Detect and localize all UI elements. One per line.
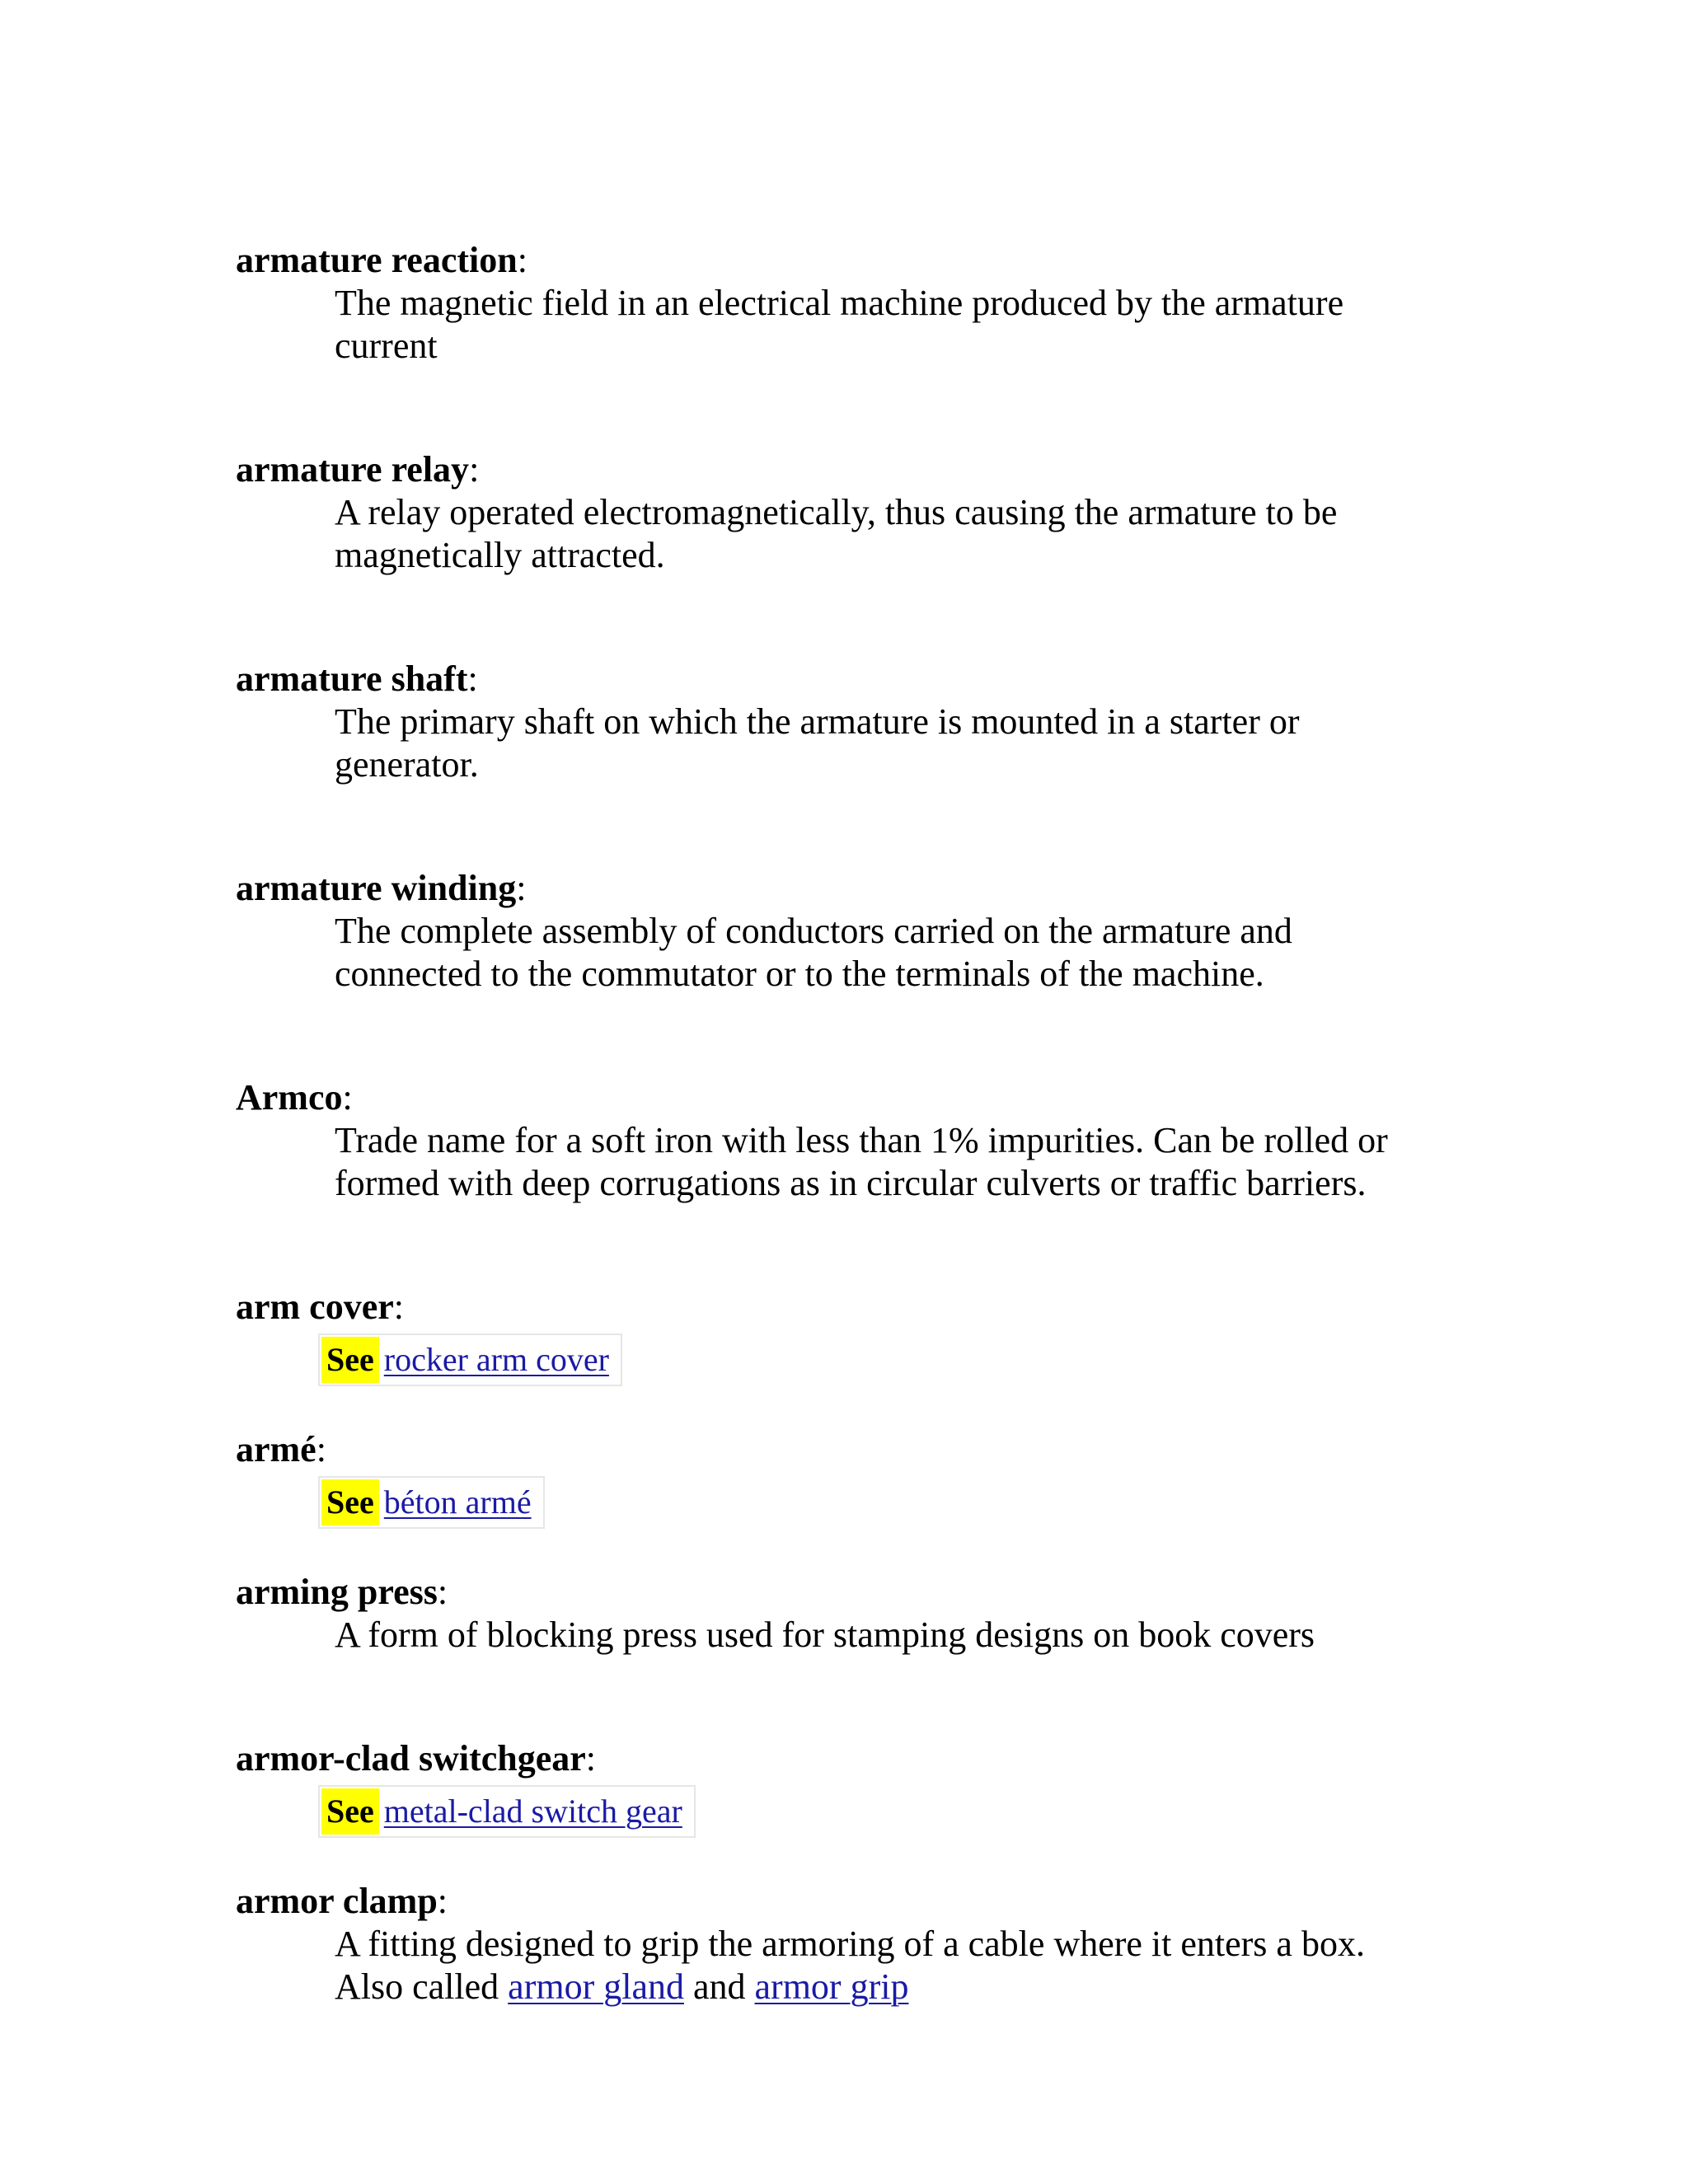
armor-gland-link[interactable]: armor gland [508,1966,684,2007]
term-colon: : [393,1286,405,1327]
glossary-entry [236,1428,1472,1529]
definition-line: connected to the commutator or to the terminals of the machine. [335,954,1264,994]
term-colon: : [585,1738,597,1779]
glossary-entry [236,239,1472,368]
armor-grip-link[interactable]: armor grip [754,1966,909,2007]
definition-line: Trade name for a soft iron with less than 1% impurities. Can be rolled or [335,1120,1388,1160]
glossary-entry [236,1571,1472,1657]
term-text: arm cover [236,1286,394,1327]
term-text: arming press [236,1572,438,1612]
definition-line: The complete assembly of conductors carried on the armature and [335,911,1292,951]
definition-line: The primary shaft on which the armature is mounted in a starter or [335,701,1300,742]
definition-line: magnetically attracted. [335,535,665,575]
entry-definition [335,1119,1439,1205]
conjunction-text: and [683,1966,755,2007]
entry-definition [335,1614,1439,1657]
glossary-entry [236,1286,1472,1386]
entry-definition [335,701,1439,786]
term-text: Armco [236,1077,343,1118]
entry-term [236,1286,1472,1329]
entry-term [236,1076,1472,1119]
term-text: armé [236,1429,316,1469]
definition-line: generator. [335,744,479,785]
see-reference [318,1785,696,1838]
see-label: See [321,1479,379,1526]
term-colon: : [467,658,478,699]
definition-line: The magnetic field in an electrical machine produced by the armature [335,283,1344,323]
term-colon: : [516,868,527,908]
entry-term [236,239,1472,282]
definition-line: formed with deep corrugations as in circular culverts or traffic barriers. [335,1163,1367,1203]
glossary-entry [236,658,1472,786]
glossary-entry [236,1076,1472,1205]
entry-definition [335,910,1439,996]
entry-term [236,1737,1472,1780]
term-text: armature winding [236,868,517,908]
term-text: armature shaft [236,658,468,699]
entry-definition [335,1923,1439,2008]
see-label: See [321,1788,379,1835]
term-colon: : [437,1881,448,1921]
cross-reference-link[interactable]: béton armé [383,1483,532,1521]
cross-reference-link[interactable]: metal-clad switch gear [383,1793,682,1830]
entry-term [236,867,1472,910]
definition-line [335,1966,1439,2008]
term-colon: : [316,1429,326,1469]
see-reference [318,1333,622,1386]
term-text: armature relay [236,449,470,490]
also-called-text: Also called [335,1966,509,2007]
see-label: See [321,1337,379,1383]
entry-term [236,448,1472,491]
definition-line: A fitting designed to grip the armoring of a cable where it enters a box. [335,1924,1365,1964]
entry-term [236,1880,1472,1923]
see-reference [318,1476,545,1529]
term-text: armature reaction [236,240,518,280]
glossary-entry [236,448,1472,577]
term-colon: : [469,449,480,490]
term-colon: : [437,1572,448,1612]
entry-term [236,1571,1472,1614]
glossary-entry [236,1737,1472,1838]
entry-term [236,1428,1472,1471]
entry-definition [335,491,1439,577]
term-colon: : [342,1077,353,1118]
definition-line: A relay operated electromagnetically, thus causing the armature to be [335,492,1338,532]
definition-line: A form of blocking press used for stamping designs on book covers [335,1615,1315,1655]
term-text: armor clamp [236,1881,438,1921]
term-text: armor-clad switchgear [236,1738,586,1779]
definition-line: current [335,326,438,366]
cross-reference-link[interactable]: rocker arm cover [383,1341,609,1378]
term-colon: : [517,240,528,280]
entry-definition [335,282,1439,368]
entry-term [236,658,1472,701]
glossary-entry [236,867,1472,996]
glossary-entry [236,1880,1472,2008]
